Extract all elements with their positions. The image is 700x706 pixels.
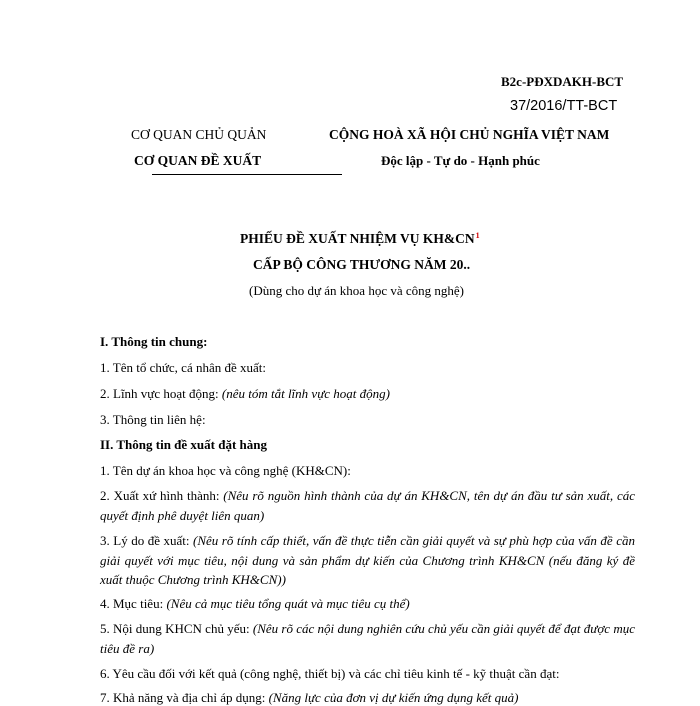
item-label: 7. Khả năng và địa chỉ áp dụng: bbox=[100, 690, 269, 705]
item-note: (Nêu rõ tính cấp thiết, vấn đề thực tiễn cần giải quyết và sự phù hợp của vấn đề cần giải quyết với mục tiêu, nội dung và sản phẩm dự kiến của Chương trình KH&CN (nếu đăng ký đề xuất thuộc Chương trình KH&CN)) bbox=[100, 533, 635, 587]
national-motto: Độc lập - Tự do - Hạnh phúc bbox=[381, 153, 540, 168]
section-1-heading: I. Thông tin chung: bbox=[100, 334, 208, 349]
section-1-item-3: 3. Thông tin liên hệ: bbox=[100, 412, 206, 427]
governing-agency-label: CƠ QUAN CHỦ QUẢN bbox=[131, 127, 267, 142]
document-purpose: (Dùng cho dự án khoa học và công nghệ) bbox=[249, 283, 464, 298]
document-subtitle: CẤP BỘ CÔNG THƯƠNG NĂM 20.. bbox=[253, 257, 471, 272]
section-2-item-2 bbox=[100, 486, 635, 525]
section-1-item-2 bbox=[100, 386, 390, 402]
item-label: 2. Xuất xứ hình thành: bbox=[100, 488, 224, 503]
nation-title: CỘNG HOÀ XÃ HỘI CHỦ NGHĨA VIỆT NAM bbox=[329, 127, 610, 142]
section-2-item-3 bbox=[100, 531, 635, 590]
document-title bbox=[240, 231, 480, 247]
item-note: (nêu tóm tắt lĩnh vực hoạt động) bbox=[221, 386, 390, 401]
circular-number: 37/2016/TT-BCT bbox=[510, 98, 618, 114]
document-title-text: PHIẾU ĐỀ XUẤT NHIỆM VỤ KH&CN bbox=[240, 231, 475, 246]
proposing-agency-label: CƠ QUAN ĐỀ XUẤT bbox=[134, 153, 262, 168]
section-2-item-1: 1. Tên dự án khoa học và công nghệ (KH&CN): bbox=[100, 463, 351, 478]
item-label: 3. Lý do đề xuất: bbox=[100, 533, 194, 548]
section-1-item-1: 1. Tên tổ chức, cá nhân đề xuất: bbox=[100, 360, 266, 375]
section-2-item-7 bbox=[100, 690, 518, 706]
section-2-item-4 bbox=[100, 596, 410, 612]
item-label: 2. Lĩnh vực hoạt động: bbox=[100, 386, 222, 401]
item-note: (Nêu rõ nguồn hình thành của dự án KH&CN, tên dự án đầu tư sản xuất, các quyết định phê duyệt liên quan) bbox=[100, 488, 635, 523]
item-label: 4. Mục tiêu: bbox=[100, 596, 167, 611]
item-note: (Nêu cả mục tiêu tổng quát và mục tiêu cụ thể) bbox=[166, 596, 410, 611]
section-2-item-5 bbox=[100, 619, 635, 658]
section-2-heading: II. Thông tin đề xuất đặt hàng bbox=[100, 437, 268, 452]
footnote-mark: 1 bbox=[475, 231, 480, 240]
section-2-item-6: 6. Yêu cầu đối với kết quả (công nghệ, thiết bị) và các chỉ tiêu kinh tế - kỹ thuật cần đạt: bbox=[100, 666, 560, 681]
agency-underline bbox=[152, 174, 342, 175]
item-note: (Năng lực của đơn vị dự kiến ứng dụng kết quả) bbox=[268, 690, 519, 705]
form-code: B2c-PĐXDAKH-BCT bbox=[501, 74, 624, 89]
item-label: 5. Nội dung KHCN chủ yếu: bbox=[100, 621, 253, 636]
item-note: (Nêu rõ các nội dung nghiên cứu chủ yếu cần giải quyết để đạt được mục tiêu đề ra) bbox=[100, 621, 635, 656]
